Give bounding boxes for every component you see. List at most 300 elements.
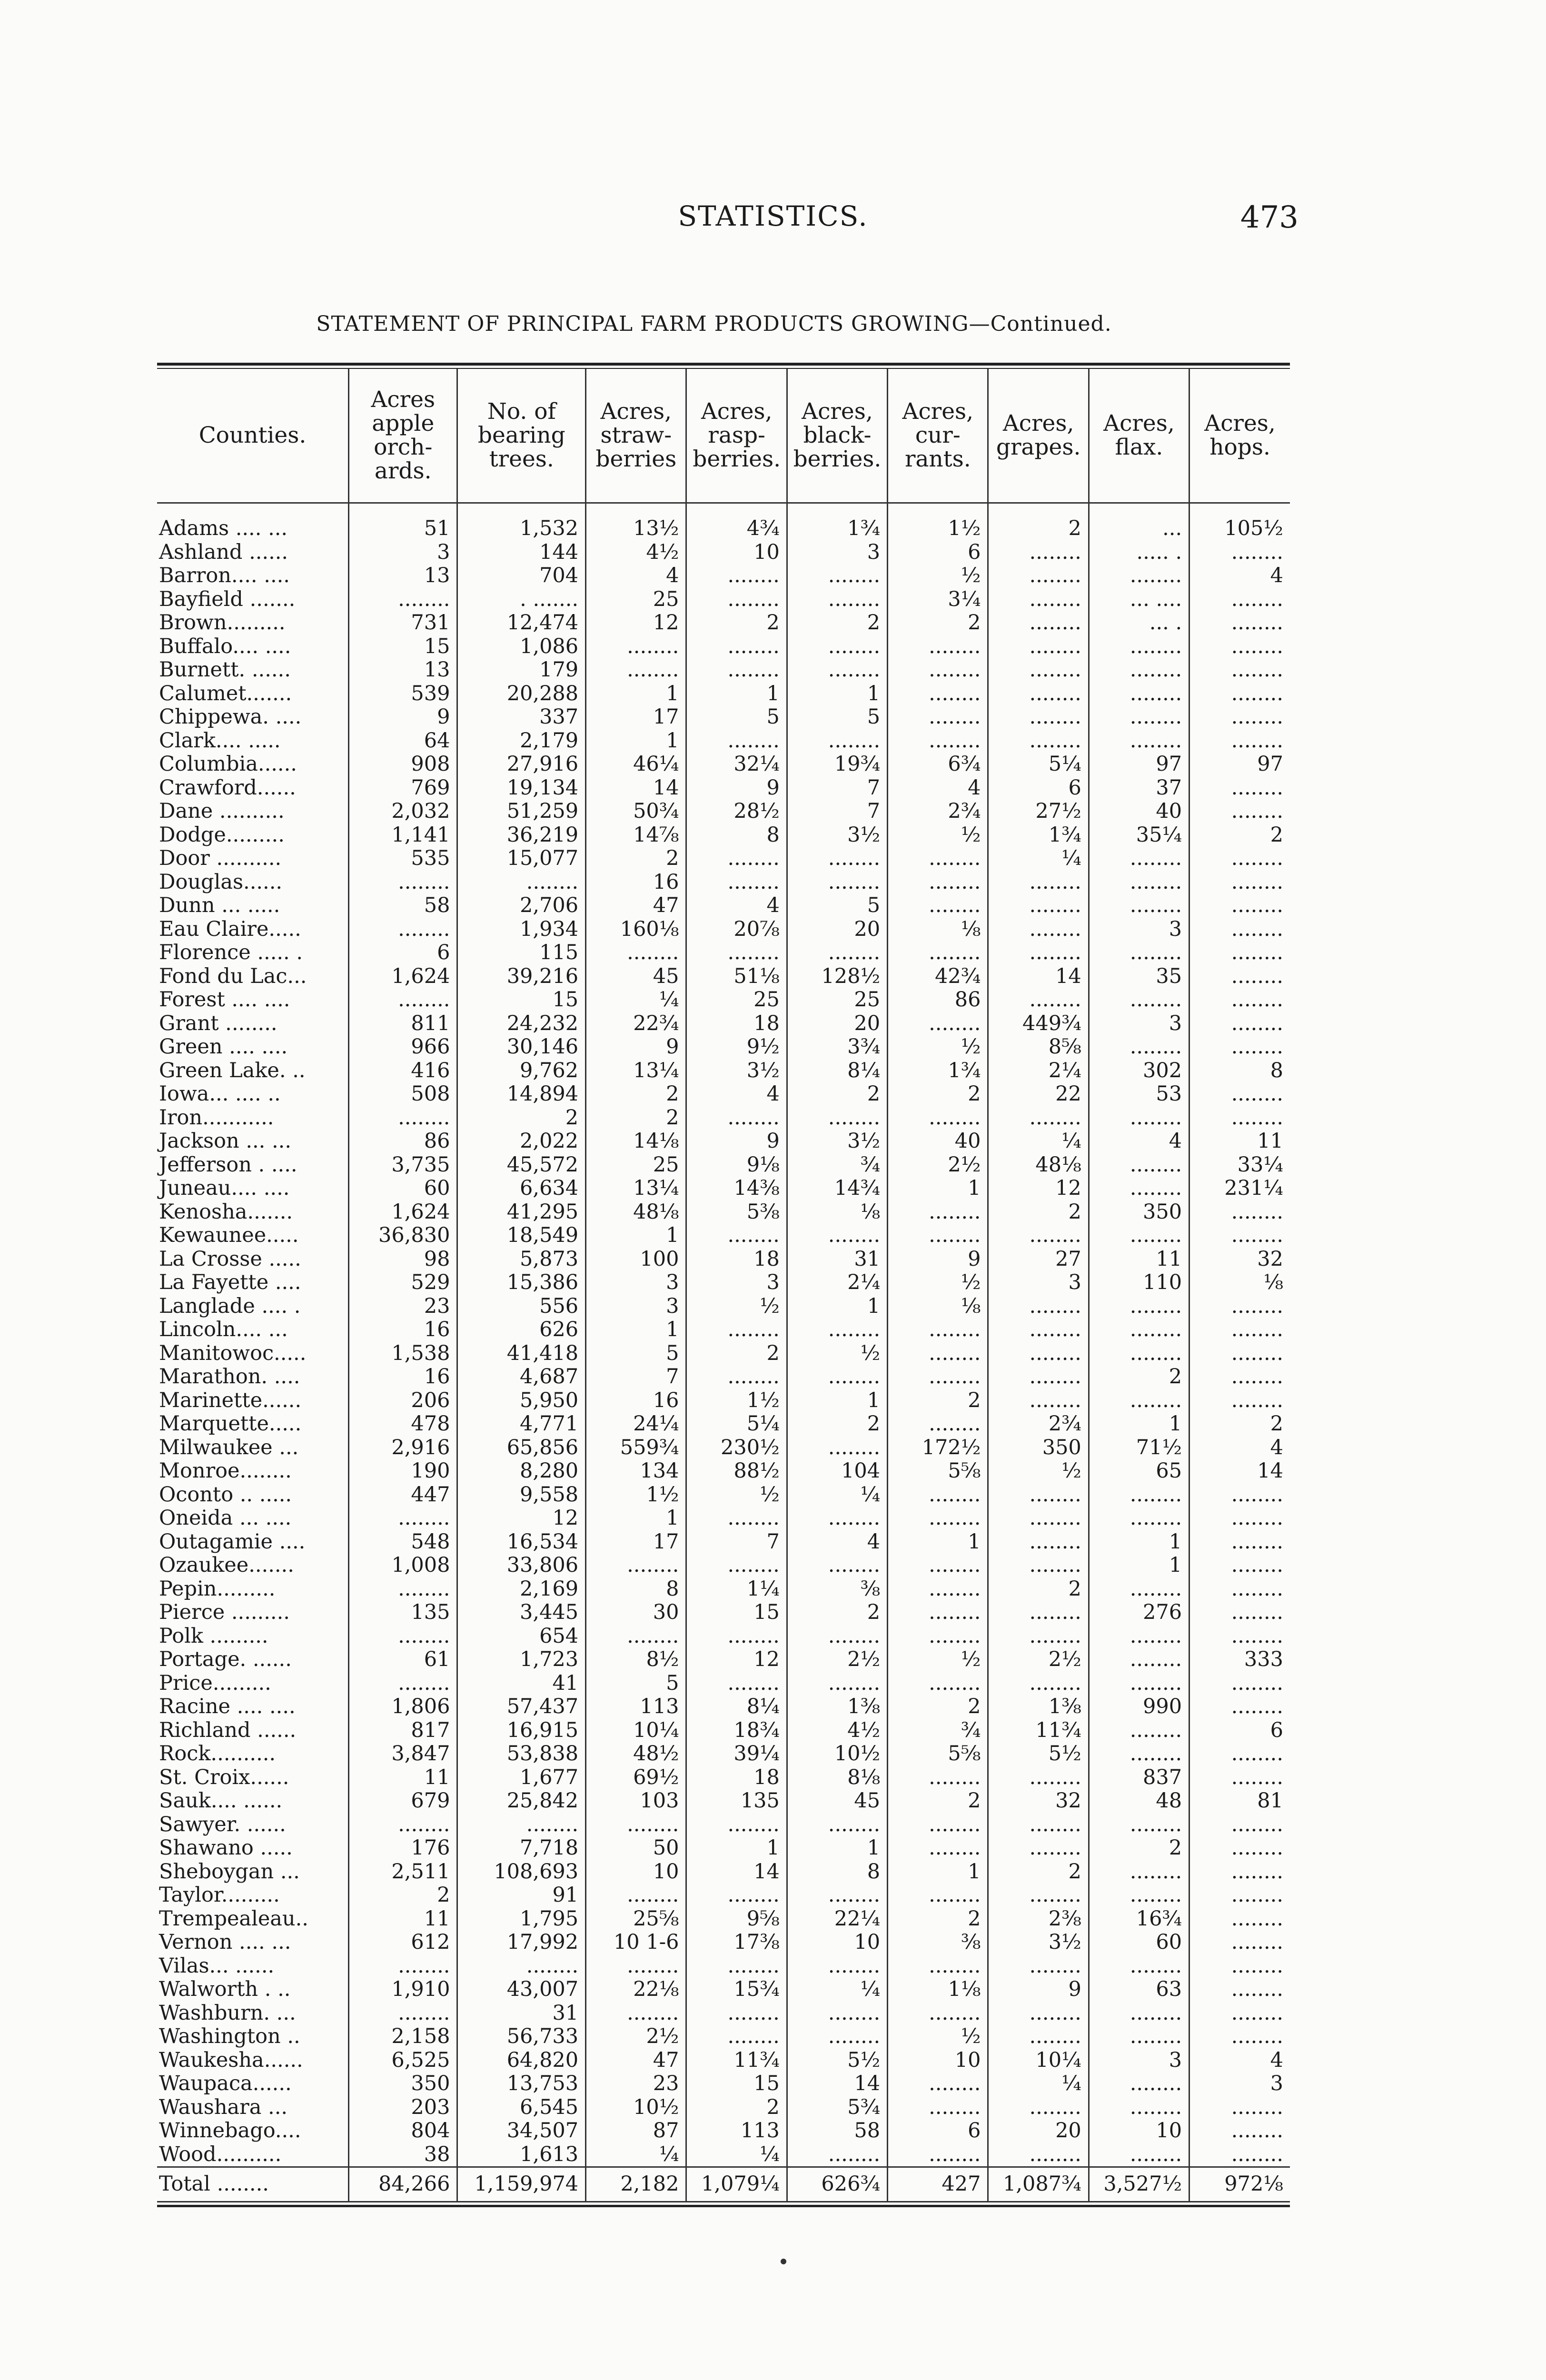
county-name-cell: Calumet.......: [157, 682, 349, 706]
cell-strawberries: 17: [586, 705, 686, 729]
cell-hops: ........: [1231, 917, 1283, 941]
table-row: [157, 1295, 1290, 1319]
cell-flax: ........: [1089, 729, 1189, 753]
cell-strawberries: 50¾: [586, 800, 686, 823]
cell-blackberries: 3½: [787, 823, 887, 847]
cell-apple-orchards: 13: [349, 658, 457, 682]
cell-bearing-trees: 20,288: [457, 682, 586, 706]
cell-currants: ........: [888, 847, 988, 871]
cell-hops: ........: [1231, 2025, 1283, 2048]
cell-blackberries: 3½: [787, 1130, 887, 1153]
county-name-cell: Portage. ......: [157, 1648, 349, 1672]
county-name-cell: Jackson ... ...: [157, 1130, 349, 1153]
table-row: [157, 1365, 1290, 1389]
cell-flax: ........: [1089, 564, 1189, 588]
cell-blackberries: 45: [787, 1789, 887, 1813]
cell-bearing-trees: 6,634: [457, 1177, 586, 1200]
cell-strawberries: 2: [586, 1106, 686, 1130]
cell-hops: ........: [1231, 1294, 1283, 1318]
cell-hops: ........: [1231, 2142, 1283, 2166]
cell-apple-orchards: ........: [349, 988, 457, 1012]
cell-currants: 5⅝: [888, 1742, 988, 1766]
cell-apple-orchards: 966: [349, 1035, 457, 1059]
cell-flax: 1: [1089, 1412, 1189, 1436]
cell-blackberries: 4½: [787, 1719, 887, 1743]
cell-apple-orchards: 529: [349, 1271, 457, 1295]
table-row: [157, 1931, 1290, 1954]
county-name-cell: Price.........: [157, 1672, 349, 1696]
cell-grapes: ........: [988, 682, 1089, 706]
cell-apple-orchards: 61: [349, 1648, 457, 1672]
cell-strawberries: 8: [586, 1577, 686, 1601]
table-row: [157, 682, 1290, 706]
cell-currants: ½: [888, 1648, 988, 1672]
table-row: [157, 588, 1290, 612]
county-name-cell: Barron.... ....: [157, 564, 349, 588]
cell-grapes: 2½: [988, 1648, 1089, 1672]
cell-flax: 110: [1089, 1271, 1189, 1295]
cell-flax: ........: [1089, 2002, 1189, 2025]
cell-flax: 63: [1089, 1978, 1189, 2002]
cell-blackberries: 7: [787, 800, 887, 823]
table-row: [157, 1813, 1290, 1837]
cell-bearing-trees: 31: [457, 2002, 586, 2025]
cell-grapes: 3: [988, 1271, 1089, 1295]
cell-strawberries: 25⅝: [586, 1907, 686, 1931]
cell-grapes: ........: [988, 1554, 1089, 1577]
col-header-currants: Acres, cur- rants.: [888, 369, 988, 503]
cell-raspberries: 9⅛: [686, 1153, 787, 1177]
cell-raspberries: ........: [686, 1365, 787, 1389]
cell-apple-orchards: 1,806: [349, 1695, 457, 1719]
cell-raspberries: 5: [686, 705, 787, 729]
cell-grapes: 27½: [988, 800, 1089, 823]
cell-apple-orchards: 2,158: [349, 2025, 457, 2049]
cell-hops: ........: [1231, 1082, 1283, 1106]
cell-blackberries: 2: [787, 1082, 887, 1106]
cell-apple-orchards: 176: [349, 1836, 457, 1860]
cell-raspberries: ........: [686, 658, 787, 682]
cell-blackberries: 1: [787, 1295, 887, 1319]
table-row: [157, 1483, 1290, 1507]
cell-grapes: ........: [988, 871, 1089, 894]
cell-bearing-trees: 2: [457, 1106, 586, 1130]
cell-grapes: 14: [988, 965, 1089, 989]
table-row: [157, 1153, 1290, 1177]
table-row: [157, 2002, 1290, 2025]
cell-grapes: ........: [988, 564, 1089, 588]
cell-blackberries: ........: [787, 941, 887, 965]
cell-hops: 8: [1270, 1059, 1283, 1082]
cell-hops: ........: [1231, 1671, 1283, 1695]
cell-strawberries: 1: [586, 1224, 686, 1248]
total-flax: 3,527½: [1089, 2167, 1189, 2202]
cell-apple-orchards: 13: [349, 564, 457, 588]
cell-flax: 60: [1089, 1931, 1189, 1954]
cell-currants: ½: [888, 823, 988, 847]
cell-raspberries: ........: [686, 941, 787, 965]
cell-bearing-trees: 115: [457, 941, 586, 965]
cell-grapes: 2⅜: [988, 1907, 1089, 1931]
cell-strawberries: 4: [586, 564, 686, 588]
cell-apple-orchards: 6,525: [349, 2049, 457, 2073]
county-name-cell: Langlade .... .: [157, 1295, 349, 1319]
cell-hops: 105½: [1224, 516, 1283, 540]
cell-grapes: ........: [988, 588, 1089, 612]
cell-raspberries: ........: [686, 564, 787, 588]
cell-grapes: ........: [988, 894, 1089, 918]
cell-hops: ........: [1231, 1388, 1283, 1412]
cell-grapes: ........: [988, 658, 1089, 682]
cell-bearing-trees: 53,838: [457, 1742, 586, 1766]
table-row: [157, 1672, 1290, 1696]
total-grapes: 1,087¾: [988, 2167, 1089, 2202]
cell-grapes: 12: [988, 1177, 1089, 1200]
cell-currants: 1: [888, 1860, 988, 1884]
cell-blackberries: 22¼: [787, 1907, 887, 1931]
table-row: [157, 1601, 1290, 1625]
cell-apple-orchards: 203: [349, 2096, 457, 2120]
table-row: [157, 2143, 1290, 2167]
cell-bearing-trees: 1,795: [457, 1907, 586, 1931]
cell-blackberries: 5: [787, 705, 887, 729]
cell-raspberries: 9½: [686, 1035, 787, 1059]
cell-bearing-trees: 43,007: [457, 1978, 586, 2002]
cell-grapes: 449¾: [988, 1012, 1089, 1036]
cell-blackberries: ⅛: [787, 1200, 887, 1224]
cell-flax: 97: [1089, 753, 1189, 776]
cell-apple-orchards: 2: [349, 1884, 457, 1907]
cell-flax: ........: [1089, 988, 1189, 1012]
cell-apple-orchards: 908: [349, 753, 457, 776]
cell-strawberries: 14⅛: [586, 1130, 686, 1153]
cell-currants: ½: [888, 1035, 988, 1059]
cell-raspberries: ........: [686, 2002, 787, 2025]
county-name-cell: Ozaukee.......: [157, 1554, 349, 1577]
cell-apple-orchards: 9: [349, 705, 457, 729]
cell-apple-orchards: 2,032: [349, 800, 457, 823]
cell-blackberries: 2: [787, 611, 887, 635]
cell-apple-orchards: 1,624: [349, 1200, 457, 1224]
cell-strawberries: 3: [586, 1295, 686, 1319]
cell-currants: ........: [888, 1224, 988, 1248]
cell-raspberries: ........: [686, 635, 787, 659]
county-name-cell: Burnett. ......: [157, 658, 349, 682]
cell-strawberries: 1: [586, 1507, 686, 1530]
county-name-cell: Vilas... ......: [157, 1954, 349, 1978]
cell-blackberries: 5: [787, 894, 887, 918]
cell-bearing-trees: 144: [457, 541, 586, 565]
cell-grapes: ........: [988, 941, 1089, 965]
cell-blackberries: 3: [787, 541, 887, 565]
cell-bearing-trees: 2,706: [457, 894, 586, 918]
cell-strawberries: 2½: [586, 2025, 686, 2049]
cell-bearing-trees: 30,146: [457, 1035, 586, 1059]
cell-grapes: ........: [988, 1954, 1089, 1978]
cell-hops: ........: [1231, 1507, 1283, 1530]
county-name-cell: Iowa... .... ..: [157, 1082, 349, 1106]
cell-strawberries: 13¼: [586, 1059, 686, 1083]
total-hops: 972⅛: [1189, 2167, 1290, 2202]
cell-hops: ........: [1231, 729, 1283, 753]
cell-grapes: 32: [988, 1789, 1089, 1813]
cell-apple-orchards: 817: [349, 1719, 457, 1743]
county-name-cell: Douglas......: [157, 871, 349, 894]
cell-apple-orchards: 535: [349, 847, 457, 871]
cell-blackberries: ........: [787, 1365, 887, 1389]
table-row: [157, 1836, 1290, 1860]
table-row: [157, 1719, 1290, 1743]
cell-blackberries: 8⅛: [787, 1766, 887, 1790]
cell-grapes: ........: [988, 1365, 1089, 1389]
table-row: [157, 1035, 1290, 1059]
cell-apple-orchards: ........: [349, 2002, 457, 2025]
cell-grapes: 8⅝: [988, 1035, 1089, 1059]
cell-currants: 3¼: [888, 588, 988, 612]
col-header-hops: Acres, hops.: [1189, 369, 1290, 503]
cell-blackberries: 1¾: [787, 503, 887, 541]
cell-blackberries: 2: [787, 1601, 887, 1625]
cell-currants: 5⅝: [888, 1459, 988, 1483]
cell-strawberries: 1: [586, 729, 686, 753]
cell-grapes: ........: [988, 2025, 1089, 2049]
cell-hops: ........: [1231, 1624, 1283, 1648]
cell-currants: ........: [888, 1412, 988, 1436]
cell-flax: ........: [1089, 1742, 1189, 1766]
cell-flax: 2: [1089, 1836, 1189, 1860]
cell-raspberries: 2: [686, 611, 787, 635]
cell-hops: ........: [1231, 1224, 1283, 1247]
cell-strawberries: 16: [586, 871, 686, 894]
total-bearing-trees: 1,159,974: [457, 2167, 586, 2202]
cell-raspberries: 2: [686, 1342, 787, 1366]
county-name-cell: Polk .........: [157, 1625, 349, 1648]
cell-blackberries: ........: [787, 729, 887, 753]
cell-hops: ........: [1231, 587, 1283, 611]
cell-grapes: ........: [988, 988, 1089, 1012]
cell-raspberries: 9⅝: [686, 1907, 787, 1931]
cell-blackberries: 19¾: [787, 753, 887, 776]
cell-flax: ........: [1089, 1342, 1189, 1366]
cell-strawberries: 47: [586, 894, 686, 918]
table-row: [157, 2025, 1290, 2049]
cell-grapes: ........: [988, 2143, 1089, 2167]
table-row: [157, 1978, 1290, 2002]
total-strawberries: 2,182: [586, 2167, 686, 2202]
cell-hops: ........: [1231, 1931, 1283, 1954]
cell-hops: ........: [1231, 1765, 1283, 1789]
table-row: [157, 705, 1290, 729]
cell-apple-orchards: ........: [349, 871, 457, 894]
cell-flax: 35¼: [1089, 823, 1189, 847]
county-name-cell: Sheboygan ...: [157, 1860, 349, 1884]
cell-flax: 990: [1089, 1695, 1189, 1719]
table-row: [157, 1200, 1290, 1224]
cell-grapes: ........: [988, 2002, 1089, 2025]
table-row: [157, 2119, 1290, 2143]
cell-apple-orchards: 769: [349, 776, 457, 800]
county-name-cell: Green Lake. ..: [157, 1059, 349, 1083]
cell-apple-orchards: 58: [349, 894, 457, 918]
cell-blackberries: ........: [787, 1625, 887, 1648]
cell-bearing-trees: 34,507: [457, 2119, 586, 2143]
table-row: [157, 1318, 1290, 1342]
cell-grapes: ........: [988, 1295, 1089, 1319]
county-name-cell: St. Croix......: [157, 1766, 349, 1790]
cell-bearing-trees: 7,718: [457, 1836, 586, 1860]
cell-hops: 2: [1270, 823, 1283, 847]
cell-apple-orchards: 190: [349, 1459, 457, 1483]
cell-grapes: ........: [988, 1601, 1089, 1625]
cell-strawberries: 4½: [586, 541, 686, 565]
cell-raspberries: 39¼: [686, 1742, 787, 1766]
cell-grapes: 2: [988, 503, 1089, 541]
cell-blackberries: 2¼: [787, 1271, 887, 1295]
cell-flax: ........: [1089, 2143, 1189, 2167]
cell-blackberries: ½: [787, 1342, 887, 1366]
county-name-cell: Winnebago....: [157, 2119, 349, 2143]
cell-grapes: ........: [988, 1836, 1089, 1860]
table-row: [157, 611, 1290, 635]
cell-grapes: ¼: [988, 2072, 1089, 2096]
cell-hops: 2: [1270, 1412, 1283, 1436]
cell-flax: 10: [1089, 2119, 1189, 2143]
cell-apple-orchards: 478: [349, 1412, 457, 1436]
col-header-apple-orchards: Acres apple orch- ards.: [349, 369, 457, 503]
table-row: [157, 2096, 1290, 2120]
cell-blackberries: 25: [787, 988, 887, 1012]
cell-raspberries: ........: [686, 2025, 787, 2049]
cell-bearing-trees: 56,733: [457, 2025, 586, 2049]
cell-currants: 2: [888, 1082, 988, 1106]
cell-raspberries: 2: [686, 2096, 787, 2120]
cell-raspberries: 18: [686, 1248, 787, 1271]
cell-grapes: ........: [988, 1507, 1089, 1530]
county-name-cell: Lincoln.... ...: [157, 1318, 349, 1342]
cell-grapes: 2: [988, 1577, 1089, 1601]
cell-blackberries: ¾: [787, 1153, 887, 1177]
cell-flax: 71½: [1089, 1436, 1189, 1460]
county-name-cell: Monroe........: [157, 1459, 349, 1483]
cell-strawberries: 3: [586, 1271, 686, 1295]
cell-grapes: ........: [988, 1625, 1089, 1648]
cell-blackberries: 1: [787, 682, 887, 706]
cell-apple-orchards: 612: [349, 1931, 457, 1954]
county-name-cell: Kenosha.......: [157, 1200, 349, 1224]
cell-currants: 2: [888, 611, 988, 635]
cell-bearing-trees: 27,916: [457, 753, 586, 776]
cell-bearing-trees: 704: [457, 564, 586, 588]
cell-hops: ........: [1231, 1907, 1283, 1931]
cell-hops: ........: [1231, 988, 1283, 1012]
cell-grapes: ........: [988, 611, 1089, 635]
cell-grapes: ........: [988, 1106, 1089, 1130]
cell-hops: ........: [1231, 870, 1283, 894]
county-name-cell: Dunn ... .....: [157, 894, 349, 918]
cell-strawberries: 46¼: [586, 753, 686, 776]
cell-apple-orchards: 60: [349, 1177, 457, 1200]
cell-flax: 3: [1089, 2049, 1189, 2073]
cell-raspberries: 5¼: [686, 1412, 787, 1436]
cell-strawberries: 45: [586, 965, 686, 989]
cell-strawberries: ¼: [586, 2143, 686, 2167]
cell-grapes: 1⅜: [988, 1695, 1089, 1719]
table-body: [157, 503, 1290, 2202]
cell-raspberries: ........: [686, 1106, 787, 1130]
cell-apple-orchards: 2,511: [349, 1860, 457, 1884]
county-name-cell: Fond du Lac...: [157, 965, 349, 989]
county-name-cell: Pierce .........: [157, 1601, 349, 1625]
county-name-cell: Marquette.....: [157, 1412, 349, 1436]
cell-bearing-trees: 5,950: [457, 1389, 586, 1413]
cell-hops: ........: [1231, 1318, 1283, 1341]
cell-bearing-trees: 17,992: [457, 1931, 586, 1954]
cell-bearing-trees: 6,545: [457, 2096, 586, 2120]
cell-currants: 6: [888, 2119, 988, 2143]
cell-bearing-trees: 626: [457, 1318, 586, 1342]
cell-raspberries: 15: [686, 1601, 787, 1625]
cell-bearing-trees: 1,532: [457, 503, 586, 541]
cell-strawberries: 1: [586, 1318, 686, 1342]
table-row: [157, 1954, 1290, 1978]
cell-raspberries: 1½: [686, 1389, 787, 1413]
cell-strawberries: 103: [586, 1789, 686, 1813]
cell-currants: 2¾: [888, 800, 988, 823]
table-row: [157, 1412, 1290, 1436]
cell-bearing-trees: 108,693: [457, 1860, 586, 1884]
cell-bearing-trees: 2,169: [457, 1577, 586, 1601]
county-name-cell: Pepin.........: [157, 1577, 349, 1601]
cell-strawberries: ........: [586, 1554, 686, 1577]
cell-blackberries: ........: [787, 1106, 887, 1130]
cell-hops: ........: [1231, 1695, 1283, 1718]
table-row: [157, 965, 1290, 989]
cell-apple-orchards: ........: [349, 1625, 457, 1648]
cell-blackberries: 7: [787, 776, 887, 800]
county-name-cell: Rock..........: [157, 1742, 349, 1766]
county-name-cell: Waushara ...: [157, 2096, 349, 2120]
cell-hops: ........: [1231, 1577, 1283, 1601]
cell-grapes: 27: [988, 1248, 1089, 1271]
page-speck: [781, 2259, 786, 2264]
cell-grapes: ........: [988, 1342, 1089, 1366]
cell-apple-orchards: 548: [349, 1530, 457, 1554]
cell-strawberries: 50: [586, 1836, 686, 1860]
col-header-blackberries: Acres, black- berries.: [787, 369, 887, 503]
cell-flax: 302: [1089, 1059, 1189, 1083]
cell-strawberries: 160⅛: [586, 918, 686, 942]
cell-currants: 2: [888, 1789, 988, 1813]
cell-blackberries: ........: [787, 2002, 887, 2025]
county-name-cell: Buffalo.... ....: [157, 635, 349, 659]
county-name-cell: Clark.... .....: [157, 729, 349, 753]
county-name-cell: Marathon. ....: [157, 1365, 349, 1389]
cell-hops: 3: [1270, 2072, 1283, 2095]
cell-apple-orchards: ........: [349, 1813, 457, 1837]
cell-strawberries: 2: [586, 847, 686, 871]
table-row: [157, 871, 1290, 894]
cell-grapes: ¼: [988, 847, 1089, 871]
cell-blackberries: 14¾: [787, 1177, 887, 1200]
cell-currants: ½: [888, 1271, 988, 1295]
county-name-cell: Iron...........: [157, 1106, 349, 1130]
cell-raspberries: 7: [686, 1530, 787, 1554]
cell-blackberries: ........: [787, 1554, 887, 1577]
county-name-cell: Eau Claire.....: [157, 918, 349, 942]
cell-strawberries: 22⅛: [586, 1978, 686, 2002]
cell-hops: ........: [1231, 1978, 1283, 2001]
county-name-cell: Oconto .. .....: [157, 1483, 349, 1507]
